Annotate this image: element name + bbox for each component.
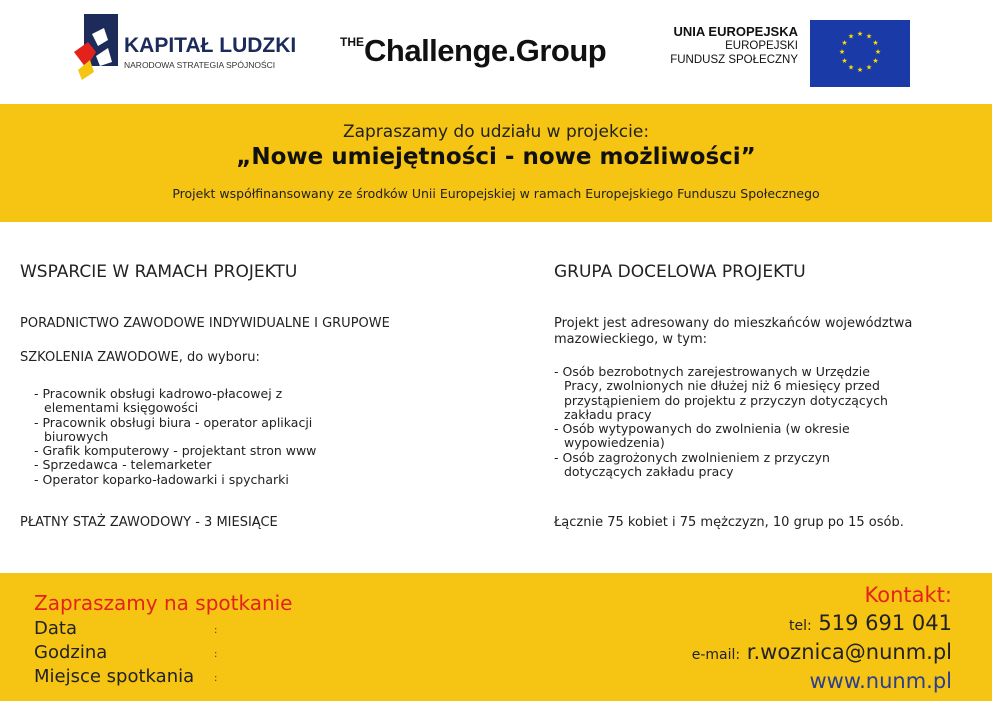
svg-text:★: ★ bbox=[874, 48, 882, 56]
header bbox=[0, 0, 992, 104]
website-link[interactable]: www.nunm.pl bbox=[809, 669, 952, 693]
phone-label: tel: bbox=[788, 618, 812, 634]
project-title: „Nowe umiejętności - nowe możliwości” bbox=[236, 144, 756, 170]
svg-text:★: ★ bbox=[841, 39, 848, 47]
target-intro-line-2: mazowieckiego, w tym: bbox=[554, 332, 708, 347]
support-section bbox=[20, 262, 520, 530]
vocational-training-intro: SZKOLENIA ZAWODOWE, do wyboru: bbox=[20, 350, 260, 365]
list-item: - Osób zagrożonych zwolnieniem z przyczyn bbox=[554, 449, 830, 465]
time-label: Godzina bbox=[34, 642, 108, 663]
kapital-ludzki-logo bbox=[72, 12, 312, 84]
list-item: biurowych bbox=[44, 428, 109, 444]
svg-text:★: ★ bbox=[865, 63, 873, 72]
place-label: Miejsce spotkania bbox=[34, 666, 195, 687]
eu-flag-icon bbox=[810, 20, 910, 87]
svg-text:★: ★ bbox=[856, 30, 864, 38]
svg-text:★: ★ bbox=[847, 63, 855, 72]
contact-email bbox=[692, 640, 952, 664]
eu-fund-label-2: FUNDUSZ SPOŁECZNY bbox=[670, 54, 798, 66]
footer bbox=[0, 573, 992, 701]
challenge-group-name: Challenge.Group bbox=[364, 33, 607, 68]
list-item: - Pracownik obsługi kadrowo-płacowej z bbox=[34, 386, 283, 401]
eu-text bbox=[670, 24, 798, 67]
banner-invite: Zapraszamy do udziału w projekcie: bbox=[342, 122, 650, 142]
email-label: e-mail: bbox=[691, 647, 741, 663]
contact-heading: Kontakt: bbox=[864, 583, 952, 607]
target-group-section bbox=[554, 262, 974, 530]
target-intro-line-1: Projekt jest adresowany do mieszkańców województwa bbox=[554, 316, 913, 331]
kapital-ludzki-emblem-icon bbox=[72, 12, 130, 84]
eu-union-label: UNIA EUROPEJSKA bbox=[673, 24, 798, 39]
place-colon: : bbox=[214, 673, 218, 684]
svg-text:★: ★ bbox=[841, 57, 848, 65]
eu-fund-label-1: EUROPEJSKI bbox=[725, 40, 798, 52]
list-item: zakładu pracy bbox=[564, 406, 652, 422]
list-item: - Osób wytypowanych do zwolnienia (w okresie bbox=[554, 421, 850, 437]
svg-text:★: ★ bbox=[865, 32, 873, 41]
date-label: Data bbox=[34, 618, 77, 639]
challenge-group-logo bbox=[340, 33, 606, 69]
list-item: wypowiedzenia) bbox=[564, 435, 665, 451]
meeting-invite: Zapraszamy na spotkanie bbox=[34, 591, 293, 615]
challenge-group-the: THE bbox=[340, 35, 364, 49]
list-item: - Osób bezrobotnych zarejestrowanych w Urzędzie bbox=[554, 364, 870, 379]
paid-internship: PŁATNY STAŻ ZAWODOWY - 3 MIESIĄCE bbox=[20, 515, 278, 530]
cofinancing-note: Projekt współfinansowany ze środków Unii Europejskiej w ramach Europejskiego Funduszu Społecznego bbox=[172, 186, 820, 201]
list-item: - Operator koparko-ładowarki i spycharki bbox=[34, 471, 289, 487]
participants-summary: Łącznie 75 kobiet i 75 mężczyzn, 10 grup po 15 osób. bbox=[554, 515, 904, 530]
list-item: Pracy, zwolnionych nie dłużej niż 6 miesięcy przed bbox=[564, 378, 880, 394]
list-item: - Grafik komputerowy - projektant stron www bbox=[34, 443, 317, 459]
date-colon: : bbox=[214, 625, 218, 636]
project-banner bbox=[0, 104, 992, 222]
training-list bbox=[20, 387, 316, 487]
target-list bbox=[554, 365, 888, 479]
list-item: - Sprzedawca - telemarketer bbox=[34, 457, 212, 473]
kapital-ludzki-subtitle: NARODOWA STRATEGIA SPÓJNOŚCI bbox=[124, 60, 276, 70]
list-item: przystąpieniem do projektu z przyczyn dotyczących bbox=[564, 392, 888, 408]
support-heading: WSPARCIE W RAMACH PROJEKTU bbox=[20, 262, 298, 282]
email-link[interactable]: r.woznica@nunm.pl bbox=[746, 640, 952, 664]
svg-text:★: ★ bbox=[856, 66, 864, 74]
kapital-ludzki-title: KAPITAŁ LUDZKI bbox=[124, 34, 297, 57]
phone-number[interactable]: 519 691 041 bbox=[818, 611, 952, 635]
list-item: - Pracownik obsługi biura - operator aplikacji bbox=[34, 414, 313, 430]
list-item: dotyczących zakładu pracy bbox=[564, 464, 734, 480]
target-group-heading: GRUPA DOCELOWA PROJEKTU bbox=[554, 262, 806, 282]
svg-text:★: ★ bbox=[872, 57, 879, 65]
svg-text:★: ★ bbox=[872, 39, 879, 47]
list-item: elementami księgowości bbox=[44, 400, 199, 416]
time-colon: : bbox=[214, 649, 218, 660]
career-counseling: PORADNICTWO ZAWODOWE INDYWIDUALNE I GRUPOWE bbox=[20, 316, 390, 331]
contact-phone bbox=[789, 611, 952, 635]
svg-text:★: ★ bbox=[847, 32, 855, 41]
svg-text:★: ★ bbox=[838, 48, 846, 56]
